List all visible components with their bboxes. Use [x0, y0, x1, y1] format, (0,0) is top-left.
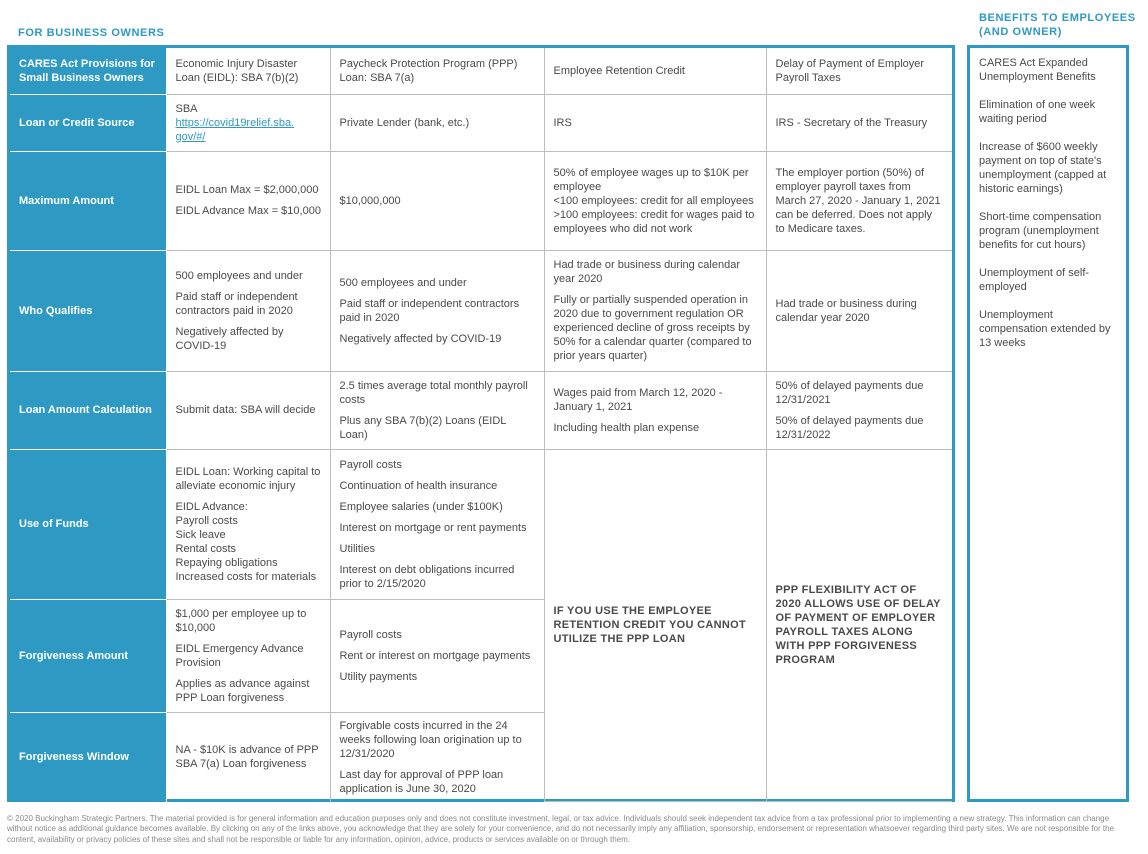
maximum-eidl-loan: EIDL Loan Max = $2,000,000 — [175, 184, 319, 196]
cell-calculation-delay — [766, 371, 952, 449]
list-item: Payroll costs — [339, 458, 402, 471]
list-item: Interest on mortgage or rent payments — [339, 521, 527, 534]
qualifies-ppp-2: Paid staff or independent contractors paid in 2020 — [339, 297, 520, 324]
window-ppp-2: Last day for approval of PPP loan application is June 30, 2020 — [339, 768, 504, 795]
provisions-table — [10, 48, 952, 802]
qualifies-erc-2: Fully or partially suspended operation in 2020 due to government regulation OR experienced decline of gross receipts by 50% for a calendar quarter (compared to prior years quarter) — [553, 294, 752, 362]
list-item: Continuation of health insurance — [339, 479, 498, 492]
sba-link-line-2[interactable]: gov/#/ — [175, 130, 206, 143]
table-row-use-of-funds — [10, 449, 952, 599]
list-item: Sick leave — [175, 528, 226, 541]
erc-ppp-warning-note: IF YOU USE THE EMPLOYEE RETENTION CREDIT YOU CANNOT UTILIZE THE PPP LOAN — [544, 449, 766, 802]
sba-relief-link[interactable] — [176, 116, 322, 144]
cell-source-erc: IRS — [544, 94, 766, 151]
list-item: Payroll costs — [175, 514, 238, 527]
cell-use-eidl — [166, 449, 330, 599]
row-header-maximum: Maximum Amount — [10, 151, 166, 250]
row-header-window: Forgiveness Window — [10, 712, 166, 802]
cell-forgiveness-ppp — [330, 599, 544, 712]
cell-source-ppp: Private Lender (bank, etc.) — [330, 94, 544, 151]
cell-maximum-ppp: $10,000,000 — [330, 151, 544, 250]
row-header-calculation: Loan Amount Calculation — [10, 371, 166, 449]
list-item: Interest on debt obligations incurred prior to 2/15/2020 — [339, 563, 515, 590]
provisions-table-frame — [7, 45, 955, 802]
cell-qualifies-erc — [544, 250, 766, 371]
cell-qualifies-eidl — [166, 250, 330, 371]
calculation-erc-1: Wages paid from March 12, 2020 - January 1, 2021 — [553, 386, 723, 413]
benefit-item: Short-time compensation program (unemployment benefits for cut hours) — [979, 211, 1102, 251]
cell-window-ppp — [330, 712, 544, 802]
list-item: Increased costs for materials — [175, 570, 317, 583]
source-eidl-name: SBA — [175, 102, 198, 115]
cell-maximum-delay: The employer portion (50%) of employer payroll taxes from March 27, 2020 - January 1, 2021 can be deferred. Does not apply to Medicare taxes. — [766, 151, 952, 250]
forgiveness-eidl-3: Applies as advance against PPP Loan forgiveness — [175, 677, 310, 704]
row-header-forgiveness: Forgiveness Amount — [10, 599, 166, 712]
forgiveness-eidl-1: $1,000 per employee up to $10,000 — [175, 607, 307, 634]
column-header-eidl: Economic Injury Disaster Loan (EIDL): SBA 7(b)(2) — [166, 48, 330, 94]
maximum-erc-line-1: 50% of employee wages up to $10K per employee — [553, 166, 749, 193]
legal-disclaimer: © 2020 Buckingham Strategic Partners. The material provided is for general information and education purposes only and does not constitute investment, legal, or tax advice. Individuals should seek independent tax advice from a tax professional prior to implementing a new strategy. This information can change without notice as additional guidance becomes available. By clicking on any of the links above, you acknowledge that they are solely for your convenience, and do not necessarily imply any affiliation, sponsorship, endorsement or representation whatsoever regarding third party sites. We are not responsible for the content, availability or privacy policies of these sites and shall not be responsible or liable for any information, opinion, advice, products or services available on or through them. — [7, 814, 1115, 844]
use-eidl-advance: EIDL Advance: — [175, 500, 248, 513]
column-header-erc: Employee Retention Credit — [544, 48, 766, 94]
cell-calculation-erc — [544, 371, 766, 449]
list-item: Utilities — [339, 542, 375, 555]
forgiveness-eidl-2: EIDL Emergency Advance Provision — [175, 642, 304, 669]
section-heading-business-owners: FOR BUSINESS OWNERS — [18, 27, 165, 39]
cell-use-ppp — [330, 449, 544, 599]
section-heading-benefits-employees — [979, 11, 1136, 39]
benefit-item: CARES Act Expanded Unemployment Benefits — [979, 57, 1096, 83]
qualifies-ppp-1: 500 employees and under — [339, 276, 467, 289]
cell-calculation-ppp — [330, 371, 544, 449]
cell-maximum-erc — [544, 151, 766, 250]
maximum-erc-line-3: >100 employees: credit for wages paid to employees who did not work — [553, 208, 755, 235]
column-header-delay: Delay of Payment of Employer Payroll Taxes — [766, 48, 952, 94]
heading-line-2: (AND OWNER) — [979, 26, 1062, 38]
maximum-erc-line-2: <100 employees: credit for all employees — [553, 194, 754, 207]
table-row-header — [10, 48, 952, 94]
forgiveness-ppp-2: Rent or interest on mortgage payments — [339, 649, 531, 662]
cell-qualifies-ppp — [330, 250, 544, 371]
sba-link-line-1[interactable]: https://covid19relief.sba. — [175, 116, 295, 129]
table-row-calculation — [10, 371, 952, 449]
cell-forgiveness-eidl — [166, 599, 330, 712]
qualifies-eidl-3: Negatively affected by COVID-19 — [175, 325, 284, 352]
list-item: Employee salaries (under $100K) — [339, 500, 503, 513]
calculation-ppp-1: 2.5 times average total monthly payroll costs — [339, 379, 528, 406]
cell-source-delay: IRS - Secretary of the Treasury — [766, 94, 952, 151]
calculation-delay-1: 50% of delayed payments due 12/31/2021 — [775, 379, 924, 406]
cell-qualifies-delay: Had trade or business during calendar year 2020 — [766, 250, 952, 371]
table-row-qualifies — [10, 250, 952, 371]
calculation-ppp-2: Plus any SBA 7(b)(2) Loans (EIDL Loan) — [339, 414, 507, 441]
calculation-delay-2: 50% of delayed payments due 12/31/2022 — [775, 414, 924, 441]
list-item: Rental costs — [175, 542, 237, 555]
column-header-ppp: Paycheck Protection Program (PPP) Loan: SBA 7(a) — [330, 48, 544, 94]
forgiveness-ppp-1: Payroll costs — [339, 628, 402, 641]
cell-calculation-eidl: Submit data: SBA will decide — [166, 371, 330, 449]
qualifies-erc-1: Had trade or business during calendar year 2020 — [553, 259, 741, 285]
window-ppp-1: Forgivable costs incurred in the 24 weeks following loan origination up to 12/31/2020 — [339, 719, 522, 760]
table-row-source — [10, 94, 952, 151]
benefit-item: Unemployment of self-employed — [979, 267, 1090, 293]
qualifies-eidl-1: 500 employees and under — [175, 269, 303, 282]
row-header-qualifies: Who Qualifies — [10, 250, 166, 371]
use-eidl-loan: EIDL Loan: Working capital to alleviate economic injury — [175, 465, 321, 492]
cell-window-eidl: NA - $10K is advance of PPP SBA 7(a) Loan forgiveness — [166, 712, 330, 802]
qualifies-eidl-2: Paid staff or independent contractors paid in 2020 — [175, 290, 298, 317]
employee-benefits-panel — [967, 45, 1129, 802]
row-header-use-of-funds: Use of Funds — [10, 449, 166, 599]
row-header-provisions: CARES Act Provisions for Small Business Owners — [10, 48, 166, 94]
row-header-source: Loan or Credit Source — [10, 94, 166, 151]
list-item: Repaying obligations — [175, 556, 278, 569]
heading-line-1: BENEFITS TO EMPLOYEES — [979, 12, 1136, 24]
benefit-item: Elimination of one week waiting period — [979, 99, 1096, 125]
ppp-flexibility-note: PPP FLEXIBILITY ACT OF 2020 ALLOWS USE OF DELAY OF PAYMENT OF EMPLOYER PAYROLL TAXES ALONG WITH PPP FORGIVENESS PROGRAM — [766, 449, 952, 802]
qualifies-ppp-3: Negatively affected by COVID-19 — [339, 332, 502, 345]
calculation-erc-2: Including health plan expense — [553, 421, 700, 434]
maximum-eidl-advance: EIDL Advance Max = $10,000 — [175, 205, 321, 217]
benefit-item: Unemployment compensation extended by 13 weeks — [979, 309, 1111, 349]
table-row-maximum — [10, 151, 952, 250]
cell-source-eidl — [166, 94, 330, 151]
benefit-item: Increase of $600 weekly payment on top of state's unemployment (capped at historic earnings) — [979, 141, 1107, 195]
forgiveness-ppp-3: Utility payments — [339, 670, 418, 683]
cell-maximum-eidl — [166, 151, 330, 250]
